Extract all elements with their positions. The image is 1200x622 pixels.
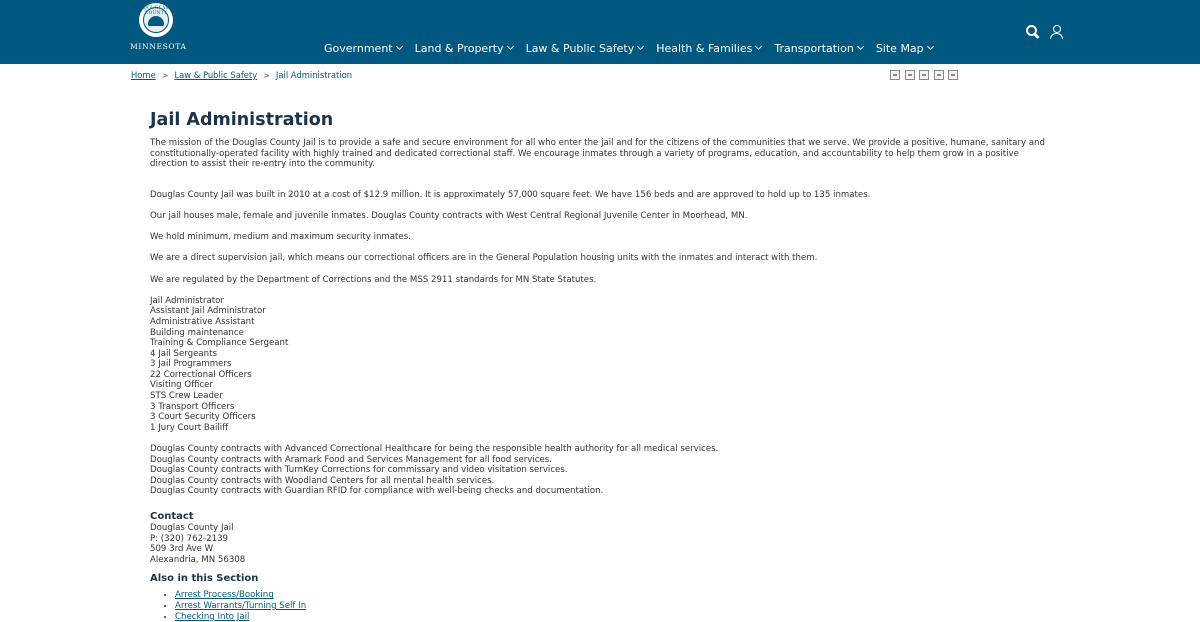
chevron-down-icon	[396, 43, 403, 50]
paragraph: We are a direct supervision jail, which means our correctional officers are in the General Population housing units with the inmates and interact with them.	[150, 253, 818, 264]
chevron-down-icon	[507, 43, 514, 50]
chevron-down-icon	[637, 43, 644, 50]
contract-item: Douglas County contracts with Guardian RFID for compliance with well-being checks and documentation.	[150, 486, 604, 497]
breadcrumb-law-public-safety[interactable]: Law & Public Safety	[174, 70, 258, 80]
nav-land-property[interactable]	[415, 40, 513, 56]
nav-label: Site Map	[875, 41, 924, 55]
user-icon[interactable]	[1050, 25, 1064, 39]
chevron-down-icon	[755, 43, 762, 50]
paragraph: We are regulated by the Department of Corrections and the MSS 2911 standards for MN State Statutes.	[150, 274, 597, 285]
breadcrumb-separator: >	[263, 70, 270, 80]
contract-item: Douglas County contracts with Aramark Food and Services Management for all food services.	[150, 454, 552, 465]
share-icon[interactable]	[934, 70, 944, 80]
logo-state-text: MINNESOTA	[130, 42, 187, 51]
contract-item: Douglas County contracts with Woodland Centers for all mental health services.	[150, 475, 495, 486]
header-icons	[1026, 25, 1064, 39]
staff-item: STS Crew Leader	[150, 391, 223, 402]
nav-label: Land & Property	[414, 41, 504, 55]
main-content	[150, 108, 1050, 622]
link-arrest-process[interactable]: Arrest Process/Booking	[175, 590, 274, 601]
list-item	[175, 612, 1050, 622]
link-checking-into-jail[interactable]: Checking Into Jail	[175, 611, 250, 622]
staff-item: 3 Court Security Officers	[150, 412, 256, 423]
email-icon[interactable]	[948, 70, 958, 80]
staff-item: 3 Jail Programmers	[150, 359, 232, 370]
section-links	[175, 590, 1050, 622]
also-in-section-heading: Also in this Section	[150, 573, 259, 585]
breadcrumb	[131, 70, 352, 80]
list-item	[175, 601, 1050, 612]
list-item	[175, 590, 1050, 601]
staff-list	[150, 296, 1050, 434]
staff-item: 4 Jail Sergeants	[150, 348, 217, 359]
download-icon[interactable]	[905, 70, 915, 80]
breadcrumb-current: Jail Administration	[275, 70, 353, 80]
contract-item: Douglas County contracts with TurnKey Corrections for commissary and video visitation services.	[150, 465, 568, 476]
mission-paragraph: The mission of the Douglas County Jail is to provide a safe and secure environment for all who enter the jail and for the citizens of the communities that we serve. We provide a positive, humane, sanitary and constitutionally-operated facility with highly trained and dedicated correctional staff. We encourage inmates through a variety of programs, education, and accountability to help them grow in a positive direction to assist their re-entry into the community.	[150, 138, 1045, 170]
staff-item: Assistant Jail Administrator	[150, 306, 266, 317]
staff-item: 1 Jury Court Bailiff	[150, 422, 229, 433]
page-tools	[890, 70, 963, 80]
main-nav	[324, 40, 946, 56]
chevron-down-icon	[927, 43, 934, 50]
contact-phone: P: (320) 762-2139	[150, 533, 229, 544]
site-header	[0, 0, 1200, 64]
staff-item: Training & Compliance Sergeant	[150, 338, 289, 349]
nav-transportation[interactable]	[774, 40, 862, 56]
search-icon[interactable]	[1026, 25, 1040, 39]
nav-government[interactable]	[324, 40, 402, 56]
seal-text: DOUGLAS COUNTY	[143, 6, 169, 16]
staff-item: Visiting Officer	[150, 380, 213, 391]
contact-name: Douglas County Jail	[150, 523, 234, 533]
contact-street: 509 3rd Ave W	[150, 544, 214, 555]
contact-city: Alexandria, MN 56308	[150, 554, 246, 565]
breadcrumb-home[interactable]: Home	[131, 70, 156, 80]
page-title: Jail Administration	[150, 110, 334, 130]
nav-label: Transportation	[774, 41, 854, 55]
county-seal-icon	[139, 3, 173, 37]
nav-site-map[interactable]	[876, 40, 933, 56]
contact-heading: Contact	[150, 511, 194, 522]
nav-label: Health & Families	[656, 41, 753, 55]
staff-item: Jail Administrator	[150, 295, 224, 306]
paragraph: Douglas County Jail was built in 2010 at a cost of $12.9 million. It is approximately 57,000 square feet. We have 156 beds and are approved to hold up to 135 inmates.	[150, 189, 871, 200]
chevron-down-icon	[857, 43, 864, 50]
staff-item: 22 Correctional Officers	[150, 369, 252, 380]
paragraph: Our jail houses male, female and juvenile inmates. Douglas County contracts with West Central Regional Juvenile Center in Moorhead, MN.	[150, 210, 748, 221]
link-arrest-warrants[interactable]: Arrest Warrants/Turning Self In	[175, 600, 307, 611]
county-logo[interactable]	[130, 3, 187, 57]
breadcrumb-separator: >	[161, 70, 169, 80]
staff-item: Administrative Assistant	[150, 316, 255, 327]
contact-block	[150, 523, 1050, 565]
contract-item: Douglas County contracts with Advanced Correctional Healthcare for being the responsible health authority for all medical services.	[150, 444, 719, 455]
nav-law-public-safety[interactable]	[526, 40, 644, 56]
staff-item: Building maintenance	[150, 327, 244, 338]
rss-icon[interactable]	[919, 70, 929, 80]
nav-health-families[interactable]	[656, 40, 761, 56]
nav-label: Government	[324, 41, 393, 55]
print-icon[interactable]	[890, 70, 900, 80]
contracts-list	[150, 444, 1050, 497]
paragraph: We hold minimum, medium and maximum security inmates.	[150, 232, 411, 243]
staff-item: 3 Transport Officers	[150, 401, 235, 412]
nav-label: Law & Public Safety	[525, 41, 635, 55]
